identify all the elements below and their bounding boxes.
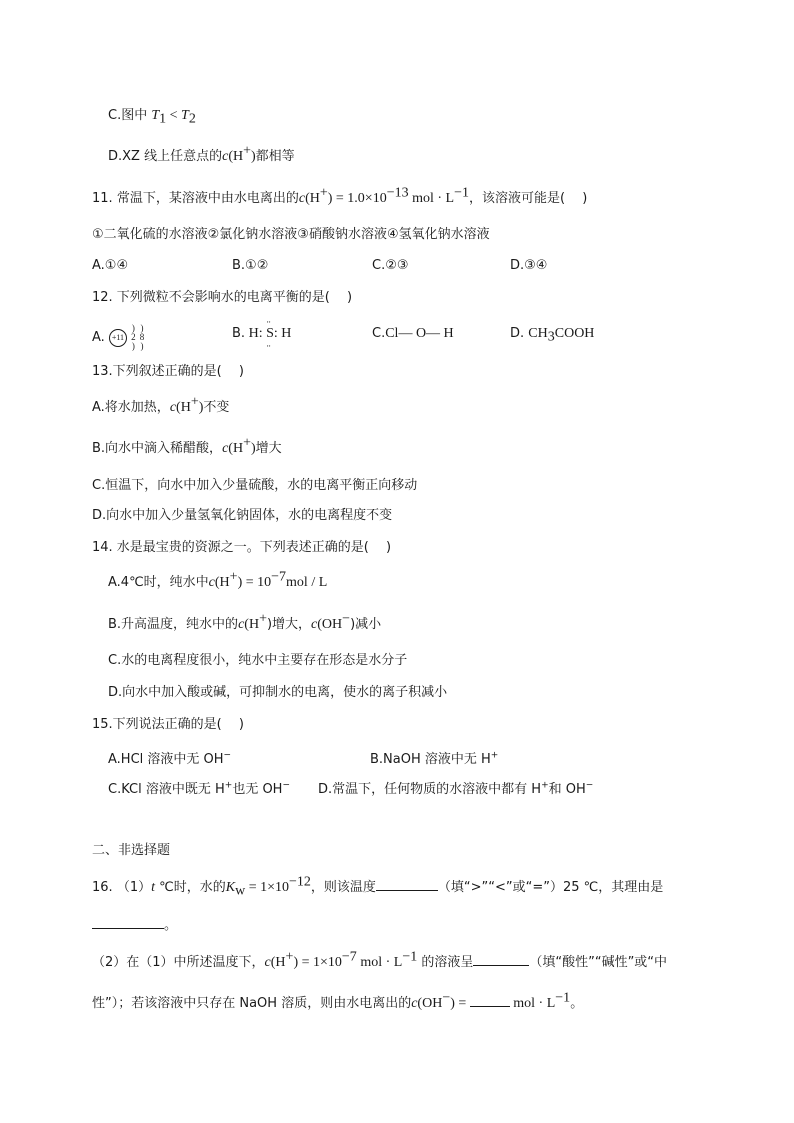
formula: T xyxy=(151,108,160,123)
formula: ·· S ·· xyxy=(266,326,274,342)
option-text: B.升高温度，纯水中的 xyxy=(108,617,239,632)
superscript: − xyxy=(282,780,290,791)
formula: mol · L xyxy=(408,191,455,206)
superscript: + xyxy=(490,750,499,761)
option-text: B.向水中滴入稀醋酸， xyxy=(92,441,223,456)
superscript: + xyxy=(243,435,251,451)
option-d[interactable]: D.③④ xyxy=(510,258,548,273)
formula: : xyxy=(273,326,278,341)
superscript: −13 xyxy=(386,185,409,201)
formula: ) xyxy=(198,400,204,415)
formula: c xyxy=(238,617,245,632)
formula: (H xyxy=(214,575,230,590)
option-text: D.常温下，任何物质的水溶液中都有 H xyxy=(318,782,542,797)
question-16-part1 xyxy=(92,876,663,897)
formula: (H xyxy=(270,955,286,970)
option-text: A.HCl 溶液中无 OH xyxy=(108,752,224,767)
option-d[interactable]: D.向水中加入酸或碱，可抑制水的电离，使水的离子积减小 xyxy=(108,685,448,700)
option-b[interactable] xyxy=(108,611,382,634)
formula: ) = 10 xyxy=(237,575,272,590)
superscript: + xyxy=(224,780,233,791)
option-c[interactable]: C.水的电离程度很小，纯水中主要存在形态是水分子 xyxy=(108,653,408,668)
superscript: −12 xyxy=(289,874,311,890)
question-15-options-row1 xyxy=(0,748,794,766)
superscript: + xyxy=(285,949,294,965)
formula: (H xyxy=(244,617,260,632)
option-text: )减小 xyxy=(350,617,382,632)
shell-count: 2 xyxy=(131,332,136,342)
superscript: −1 xyxy=(555,990,571,1006)
option-c[interactable] xyxy=(372,326,454,342)
superscript: + xyxy=(319,185,328,201)
answer-blank[interactable] xyxy=(376,876,438,891)
shell-count: 8 xyxy=(139,332,145,342)
option-c[interactable]: C.恒温下，向水中加入少量硫酸，水的电离平衡正向移动 xyxy=(92,478,418,493)
option-d[interactable]: D.向水中加入少量氢氧化钠固体，水的电离程度不变 xyxy=(92,508,393,523)
option-d[interactable] xyxy=(510,326,595,345)
answer-blank[interactable] xyxy=(92,914,164,929)
superscript: − xyxy=(585,780,594,791)
option-text: 和 OH xyxy=(548,782,586,797)
formula: mol · L xyxy=(356,955,403,970)
formula: (H xyxy=(228,149,244,164)
option-b[interactable]: B.①② xyxy=(232,258,269,273)
option-a[interactable]: A.①④ xyxy=(92,258,129,273)
superscript: + xyxy=(259,611,267,627)
superscript: − xyxy=(342,611,351,627)
formula: t xyxy=(151,880,155,895)
question-text: 。 xyxy=(570,996,584,1011)
option-text: A.4℃时，纯水中 xyxy=(108,575,209,590)
question-11-stem xyxy=(92,185,588,208)
formula: c xyxy=(411,996,418,1011)
formula: ) xyxy=(250,441,256,456)
option-label: C. xyxy=(372,326,386,341)
formula: (OH xyxy=(317,617,343,632)
option-text: 都相等 xyxy=(255,149,295,164)
question-text: 常温下，某溶液中由水电离出的 xyxy=(116,191,299,206)
option-text: D.XZ 线上任意点的 xyxy=(108,149,223,164)
option-a[interactable] xyxy=(108,748,231,767)
superscript: −1 xyxy=(454,185,470,201)
option-a[interactable] xyxy=(108,569,328,592)
option-c-prev xyxy=(108,107,196,125)
question-text: （2）在（1）中所述温度下， xyxy=(92,955,265,970)
option-text: C.图中 xyxy=(108,108,152,123)
answer-blank[interactable] xyxy=(473,951,529,966)
formula: ) xyxy=(251,149,256,164)
question-13-stem: 13.下列叙述正确的是( ) xyxy=(92,364,244,379)
answer-blank[interactable] xyxy=(470,992,510,1007)
formula: c xyxy=(264,955,271,970)
question-number: 11. xyxy=(92,191,113,206)
formula: c xyxy=(311,617,318,632)
formula: ) = 1×10 xyxy=(293,955,342,970)
question-12-stem: 12. 下列微粒不会影响水的电离平衡的是( ) xyxy=(92,290,353,305)
formula: mol · L xyxy=(509,996,556,1011)
formula: mol / L xyxy=(286,575,328,590)
nucleus-circle: +11 xyxy=(109,329,127,347)
question-16-part3 xyxy=(92,992,583,1013)
formula: ) = xyxy=(450,996,470,1011)
question-text: （填“酸性”“碱性”或“中 xyxy=(529,955,668,970)
option-text: A.将水加热， xyxy=(92,400,170,415)
superscript: + xyxy=(243,143,251,159)
question-12-options xyxy=(0,323,794,351)
option-d-prev xyxy=(108,143,295,166)
question-16-part2 xyxy=(92,951,667,972)
superscript: − xyxy=(442,990,451,1006)
formula: COOH xyxy=(554,326,595,341)
option-c[interactable] xyxy=(108,778,290,797)
formula: c xyxy=(208,575,215,590)
option-b[interactable] xyxy=(232,326,291,342)
option-text: B.NaOH 溶液中无 H xyxy=(370,752,491,767)
formula: Cl— O— H xyxy=(385,326,454,341)
section-title: 二、非选择题 xyxy=(92,843,171,858)
formula: H xyxy=(248,326,259,341)
question-15-stem: 15.下列说法正确的是( ) xyxy=(92,717,244,732)
formula: H xyxy=(281,326,292,341)
formula: (H xyxy=(176,400,191,415)
option-c[interactable]: C.②③ xyxy=(372,258,409,273)
question-text: 的溶液呈 xyxy=(417,955,474,970)
option-text: )增大， xyxy=(266,617,312,632)
option-label: D. xyxy=(510,326,525,341)
formula: CH xyxy=(528,326,548,341)
option-text: C.KCl 溶液中既无 H xyxy=(108,782,225,797)
formula: = 1×10 xyxy=(245,880,289,895)
question-14-stem: 14. 水是最宝贵的资源之一。下列表述正确的是( ) xyxy=(92,540,392,555)
formula: T xyxy=(181,108,189,123)
subscript: w xyxy=(235,883,246,899)
electron-shell-2: ) 8 ) xyxy=(139,323,145,351)
subscript: 1 xyxy=(159,111,167,127)
formula: c xyxy=(169,400,177,415)
superscript: + xyxy=(541,780,549,791)
question-text: （填“>”“<”或“=”）25 ℃，其理由是 xyxy=(437,880,664,895)
formula: : xyxy=(258,326,263,341)
option-label: A. xyxy=(92,330,105,345)
superscript: + xyxy=(190,394,199,410)
question-15-options-row2 xyxy=(0,778,794,796)
superscript: −7 xyxy=(271,569,287,585)
option-text: 不变 xyxy=(203,400,230,415)
question-text: （1） xyxy=(116,880,152,895)
formula: (H xyxy=(228,441,244,456)
option-text: 增大 xyxy=(255,441,282,456)
electron-shell-1: ) 2 ) xyxy=(131,323,136,351)
question-text: 性”）；若该溶液中只存在 NaOH 溶质，则由水电离出的 xyxy=(92,996,412,1011)
question-text: ，则该温度 xyxy=(310,880,376,895)
question-11-items: ①二氧化硫的水溶液②氯化钠水溶液③硝酸钠水溶液④氢氧化钠水溶液 xyxy=(92,227,490,242)
formula: K xyxy=(225,880,236,895)
question-text: ℃时，水的 xyxy=(155,880,226,895)
formula: (H xyxy=(305,191,320,206)
question-11-options xyxy=(0,258,794,276)
superscript: + xyxy=(229,569,238,585)
question-number: 16. xyxy=(92,880,113,895)
superscript: −1 xyxy=(402,949,418,965)
question-text: ，该溶液可能是( ) xyxy=(469,191,588,206)
formula: (OH xyxy=(417,996,443,1011)
superscript: − xyxy=(223,750,232,761)
superscript: −7 xyxy=(341,949,357,965)
formula: < xyxy=(166,108,182,123)
question-16-part1-cont xyxy=(92,914,177,935)
formula: c xyxy=(222,441,229,456)
subscript: 3 xyxy=(547,329,555,345)
formula: c xyxy=(222,149,229,164)
option-b[interactable] xyxy=(370,748,498,767)
formula: ) = 1.0×10 xyxy=(327,191,387,206)
question-text: 。 xyxy=(164,918,178,933)
subscript: 2 xyxy=(188,111,196,127)
option-a[interactable] xyxy=(92,324,144,351)
option-b[interactable] xyxy=(92,435,282,458)
option-a[interactable] xyxy=(92,394,230,417)
option-text: 也无 OH xyxy=(232,782,283,797)
option-d[interactable] xyxy=(318,778,593,797)
option-label: B. xyxy=(232,326,246,341)
formula: c xyxy=(298,191,306,206)
